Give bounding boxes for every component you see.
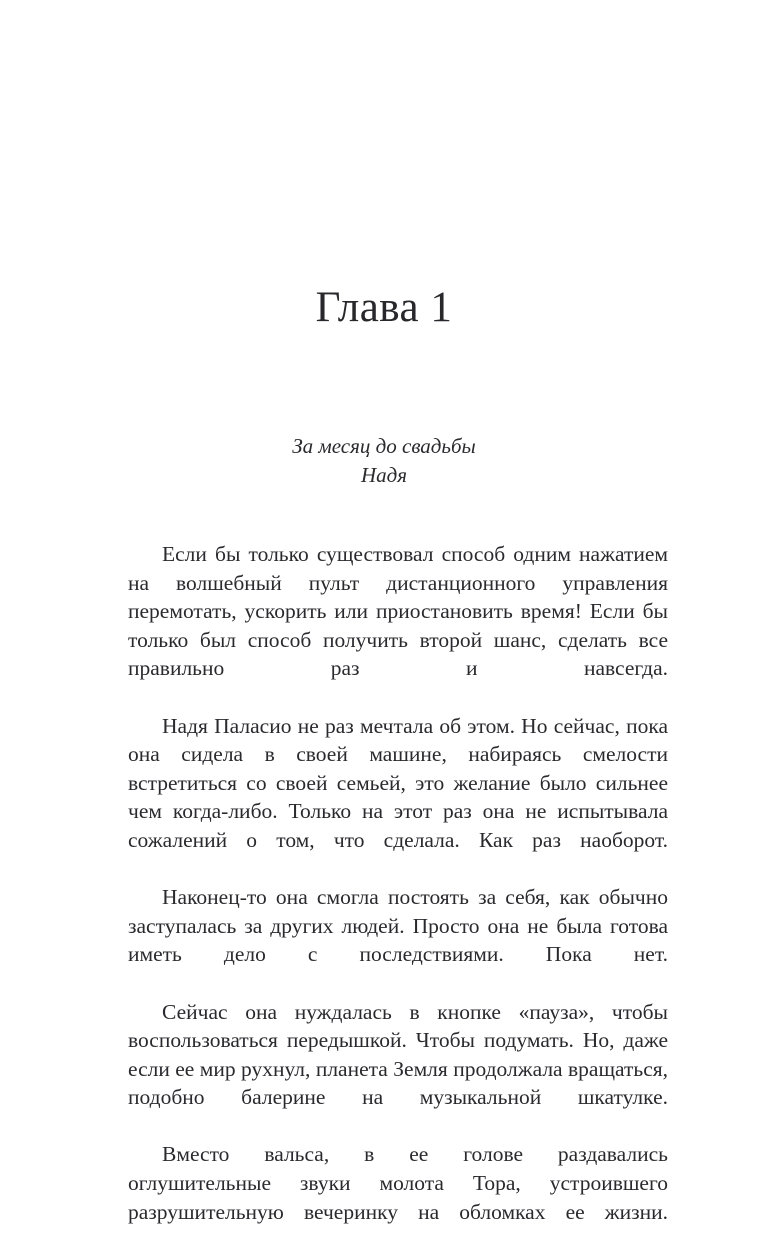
chapter-title: Глава 1 (315, 284, 453, 331)
paragraph: Наконец-то она смогла постоять за себя, как обычно заступалась за других людей. Просто она не была готова иметь дело с последствиями. Пока нет. (128, 885, 668, 967)
paragraph: Вместо вальса, в ее голове раздавались оглушительные звуки молота Тора, устроившего разрушительную вечеринку на обломках ее жизни. (128, 1142, 668, 1224)
epigraph (0, 432, 768, 490)
paragraph: Надя Паласио не раз мечтала об этом. Но сейчас, пока она сидела в своей машине, набираясь смелости встретиться со своей семьей, это желание было сильнее чем когда-либо. Только на этот раз она не испытывала сожалений о том, что сделала. Как раз наоборот. (128, 713, 668, 852)
epigraph-line-time: За месяц до свадьбы (292, 434, 476, 458)
paragraph: Сейчас она нуждалась в кнопке «пауза», чтобы воспользоваться передышкой. Чтобы подумать. Но, даже если ее мир рухнул, планета Земля продолжала вращаться, подобно балерине на музыкальной шкатулке. (128, 999, 668, 1110)
body-text (128, 540, 668, 1241)
paragraph: Если бы только существовал способ одним нажатием на волшебный пульт дистанционного управления перемотать, ускорить или приостановить время! Если бы только был способ получить второй шанс, сделать все правильно раз и навсегда. (128, 542, 668, 681)
epigraph-line-narrator: Надя (360, 463, 408, 487)
